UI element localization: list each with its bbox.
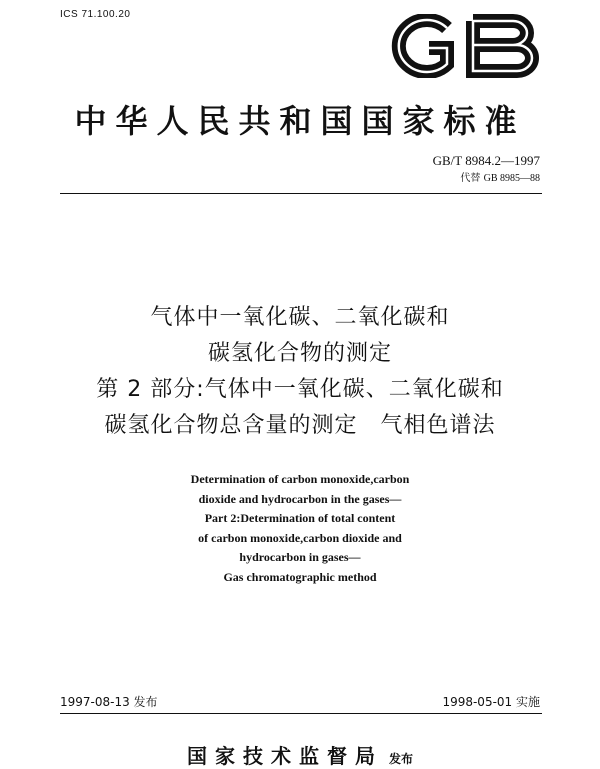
chinese-title-line: 碳氢化合物总含量的测定 气相色谱法 xyxy=(104,413,496,438)
replaces-label: 代替 xyxy=(460,173,481,184)
english-title-line: Determination of carbon monoxide,carbon xyxy=(190,472,410,486)
chinese-title-line: 气体中一氧化碳、二氧化碳和 xyxy=(150,305,450,330)
english-title-line: of carbon monoxide,carbon dioxide and xyxy=(198,530,402,545)
effective-date: 1998-05-01 实施 xyxy=(442,695,540,709)
english-title-line: Part 2:Determination of total content xyxy=(204,511,396,525)
issue-date: 1997-08-13 发布 xyxy=(60,695,158,709)
issuer-line xyxy=(0,740,600,769)
gb-logo-b xyxy=(473,21,532,71)
gb-logo xyxy=(385,14,543,78)
issuer-name: 国家技术监督局 xyxy=(186,744,383,768)
ics-code: ICS 71.100.20 xyxy=(60,9,131,20)
english-title-line: dioxide and hydrocarbon in the gases— xyxy=(198,491,402,506)
chinese-title-line: 碳氢化合物的测定 xyxy=(207,341,392,366)
english-title-line: hydrocarbon in gases— xyxy=(239,550,361,564)
issuer-suffix: 发布 xyxy=(388,752,413,766)
standard-number: GB/T 8984.2—1997 xyxy=(432,153,540,168)
header-divider xyxy=(60,193,542,194)
replaces-code: GB 8985—88 xyxy=(483,173,540,184)
national-standard-heading: 中华人民共和国国家标准 xyxy=(74,102,526,140)
chinese-title-line: 第 2 部分:气体中一氧化碳、二氧化碳和 xyxy=(96,377,504,402)
chinese-title xyxy=(0,300,600,444)
footer-divider xyxy=(60,713,542,714)
gb-logo-g xyxy=(399,20,447,72)
english-title xyxy=(0,470,600,587)
english-title-line: Gas chromatographic method xyxy=(223,569,377,584)
replaces-note xyxy=(460,169,540,184)
